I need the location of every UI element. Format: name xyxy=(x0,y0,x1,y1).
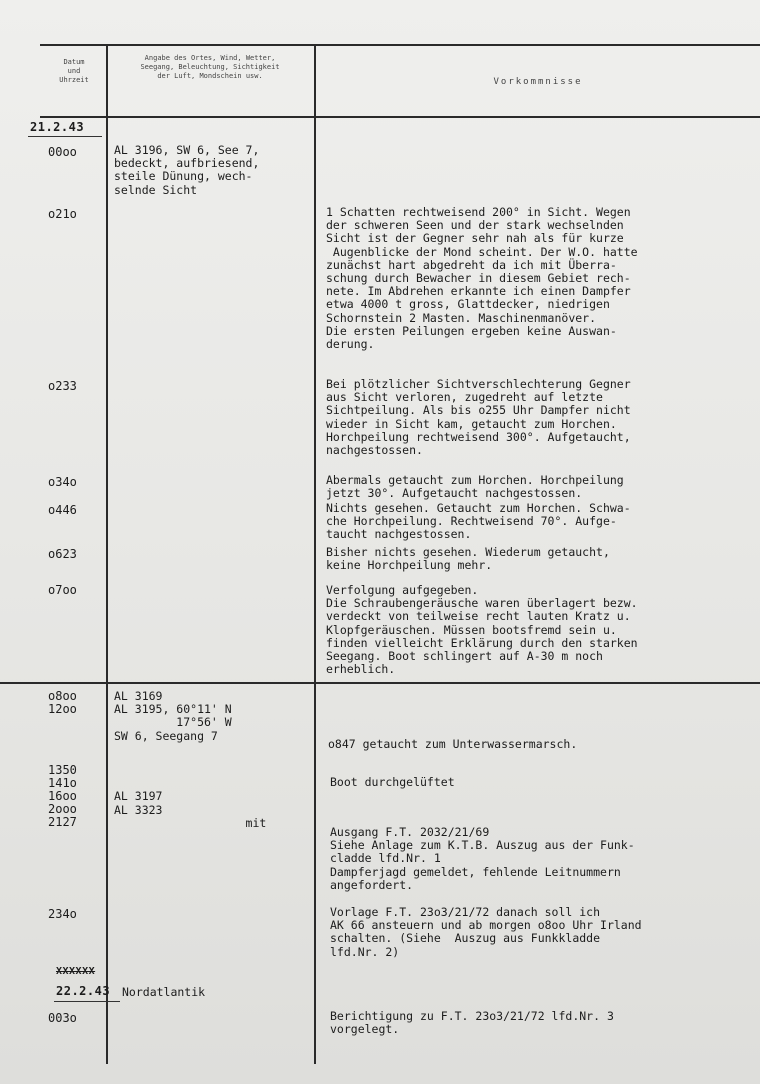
event-entry: Bisher nichts gesehen. Wiederum getaucht, keine Horchpeilung mehr. xyxy=(326,545,610,573)
event-entry: Boot durchgelüftet xyxy=(330,775,455,789)
location-entry: AL 3197 AL 3323 mit xyxy=(114,789,267,830)
time-entry: 1350 141o 16oo 2ooo 2127 xyxy=(48,763,77,829)
section-rule xyxy=(0,682,760,684)
event-entry: Bei plötzlicher Sichtverschlechterung Gegner aus Sicht verloren, zugedreht auf letzte Sichtpeilung. Als bis o255 Uhr Dampfer nicht wieder in Sicht kam, getaucht zum Horchen. Horchpeilung rechtweisend 300°. Aufgetaucht, nachgestossen. xyxy=(326,377,631,458)
time-entry: o446 xyxy=(48,503,77,517)
time-entry: 00oo xyxy=(48,145,77,159)
event-entry: Berichtigung zu F.T. 23o3/21/72 lfd.Nr. 3 vorgelegt. xyxy=(330,1009,614,1037)
event-entry: Nichts gesehen. Getaucht zum Horchen. Schwa- che Horchpeilung. Rechtweisend 70°. Aufge- taucht nachgestossen. xyxy=(326,501,631,542)
col-rule-2 xyxy=(314,44,316,1064)
event-entry: Ausgang F.T. 2032/21/69 Siehe Anlage zum K.T.B. Auszug aus der Funk- cladde lfd.Nr. 1 Dampferjagd gemeldet, fehlende Leitnummern angefordert. xyxy=(330,825,635,892)
date-underline xyxy=(54,1001,120,1002)
time-entry: o7oo xyxy=(48,583,77,597)
event-entry: Abermals getaucht zum Horchen. Horchpeilung jetzt 30°. Aufgetaucht nachgestossen. xyxy=(326,473,624,501)
event-entry: o847 getaucht zum Unterwassermarsch. xyxy=(328,737,578,751)
header-location: Angabe des Ortes, Wind, Wetter, Seegang, Beleuchtung, Sichtigkeit der Luft, Mondschein usw. xyxy=(140,54,280,80)
bleed-through xyxy=(330,160,579,170)
time-entry: 003o xyxy=(48,1011,77,1025)
time-entry: o8oo 12oo xyxy=(48,689,77,716)
time-entry: o34o xyxy=(48,475,77,489)
time-entry: o233 xyxy=(48,379,77,393)
event-entry: Vorlage F.T. 23o3/21/72 danach soll ich AK 66 ansteuern und ab morgen o8oo Uhr Irland schalten. (Siehe Auszug aus Funkkladde lfd.Nr. 2) xyxy=(330,905,642,959)
time-entry: o21o xyxy=(48,207,77,221)
header-date-time: Datum und Uhrzeit xyxy=(59,58,89,84)
top-rule xyxy=(40,44,760,46)
time-entry: 234o xyxy=(48,907,77,921)
header-events: Vorkommnisse xyxy=(493,77,583,87)
date-underline xyxy=(28,136,102,137)
location-entry: AL 3169 AL 3195, 60°11' N 17°56' W SW 6, Seegang 7 xyxy=(114,689,232,743)
date-strikeout: XXXXXX xyxy=(56,966,96,977)
time-entry: o623 xyxy=(48,547,77,561)
event-entry: 1 Schatten rechtweisend 200° in Sicht. Wegen der schweren Seen und der stark wechselnden Sicht ist der Gegner sehr nah als für kurze Augenblicke der Mond scheint. Der W.O. hatte zunächst hart abgedreht da ich mit Überra- schung durch Bewacher in diesem Gebiet rech- nete. Im Abdrehen erkannte ich einen Dampfer etwa 4000 t gross, Glattdecker, niedrigen Schornstein 2 Masten. Maschinenmanöver. Die ersten Peilungen ergeben keine Auswan- derung. xyxy=(326,205,638,352)
header-bottom-rule xyxy=(40,116,760,118)
location-entry: AL 3196, SW 6, See 7, bedeckt, aufbriesend, steile Dünung, wech- selnde Sicht xyxy=(114,143,260,197)
date-label: 22.2.43 xyxy=(56,984,111,998)
event-entry: Verfolgung aufgegeben. Die Schraubengeräusche waren überlagert bezw. verdeckt von teilweise recht lauten Kratz u. Klopfgeräuschen. Müssen bootsfremd sein u. finden vielleicht Erklärung durch den starken Seegang. Boot schlingert auf A-30 m noch erheblich. xyxy=(326,583,638,677)
location-entry: Nordatlantik xyxy=(122,985,206,999)
col-rule-1 xyxy=(106,44,108,1064)
date-label: 21.2.43 xyxy=(30,120,85,134)
